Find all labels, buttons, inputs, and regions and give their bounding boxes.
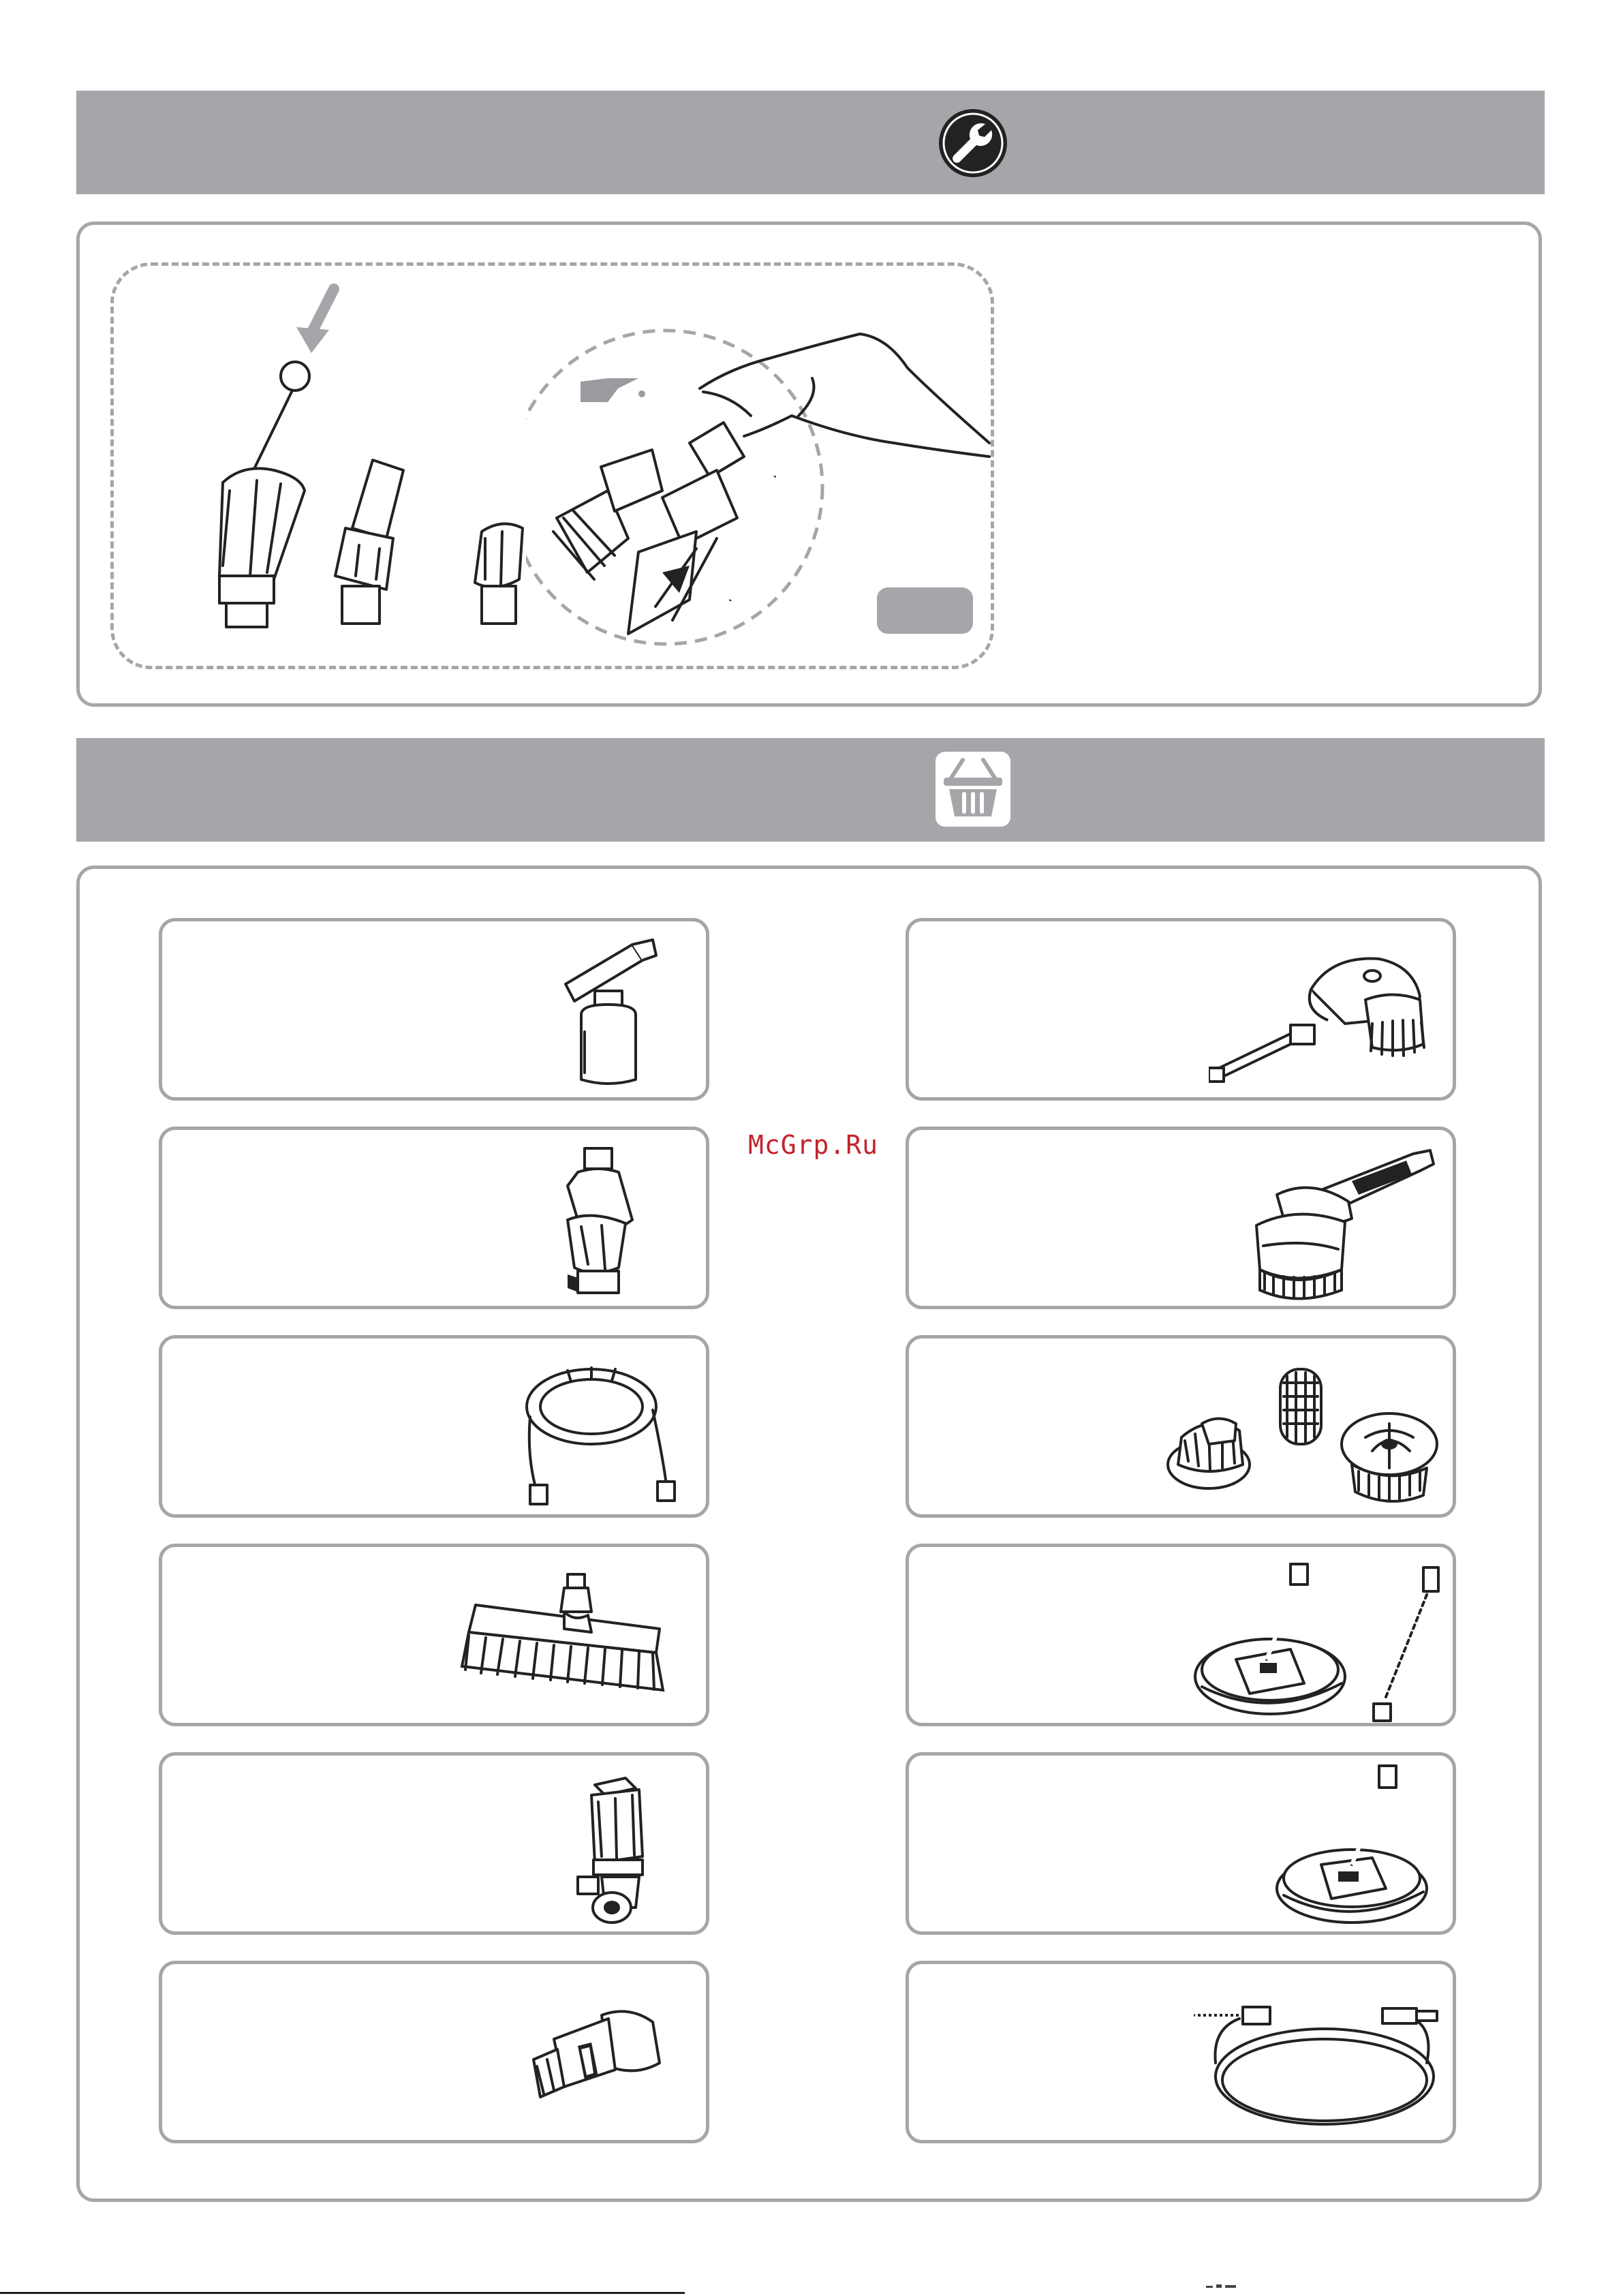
patio-cleaner-with-lance-icon xyxy=(1188,1561,1451,1724)
accessory-card-rotating-wash-brush xyxy=(906,1127,1456,1309)
foam-bottle-icon xyxy=(557,936,666,1090)
brush-heads-icon xyxy=(1161,1349,1447,1519)
shopping-basket-icon xyxy=(936,752,1010,827)
accessory-card-suction-hose xyxy=(159,1335,709,1518)
accessory-card-water-filter xyxy=(159,1127,709,1309)
watermark-text: McGrp.Ru xyxy=(748,1130,879,1160)
accessory-card-extension-hose xyxy=(906,1961,1456,2143)
maintenance-panel xyxy=(76,221,1542,707)
accessory-card-rotating-nozzle xyxy=(159,1752,709,1935)
maintenance-header xyxy=(76,91,1545,194)
extension-hose-icon xyxy=(1188,1995,1447,2131)
rotary-brush-icon xyxy=(1209,949,1447,1085)
step-indicator xyxy=(877,587,973,634)
accessory-card-hose-connector xyxy=(159,1961,709,2143)
accessories-header xyxy=(76,738,1545,842)
footer-rule xyxy=(0,2292,685,2294)
water-filter-icon xyxy=(537,1145,666,1298)
accessory-card-patio-cleaner xyxy=(906,1544,1456,1726)
footer-mark xyxy=(1206,2284,1254,2289)
accessory-card-wash-brush xyxy=(159,1544,709,1726)
accessory-card-brush-heads xyxy=(906,1335,1456,1518)
wash-brush-icon xyxy=(455,1571,680,1707)
surface-cleaner-icon xyxy=(1263,1762,1440,1929)
wrench-icon xyxy=(936,106,1010,181)
accessory-card-rotary-brush xyxy=(906,918,1456,1101)
accessory-card-foam-bottle xyxy=(159,918,709,1101)
hose-connector-icon xyxy=(527,2002,670,2117)
rotating-wash-brush-icon xyxy=(1236,1144,1440,1304)
suction-hose-icon xyxy=(516,1356,694,1512)
accessory-card-surface-cleaner xyxy=(906,1752,1456,1935)
rotating-nozzle-icon xyxy=(574,1775,670,1931)
